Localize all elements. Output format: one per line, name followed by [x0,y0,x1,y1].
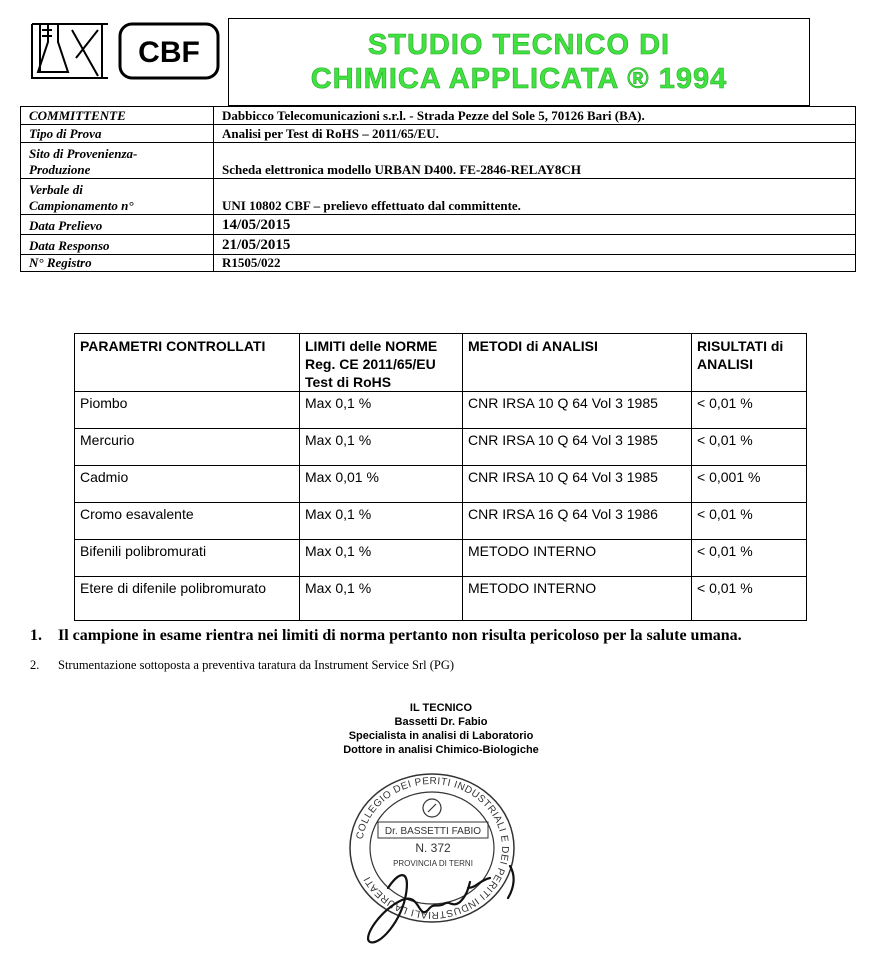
note-conclusion [30,627,742,645]
signer-name: Bassetti Dr. Fabio [394,716,488,728]
limit-cell: Max 0,01 % [300,466,463,503]
info-label-line: Verbale di [29,182,83,197]
info-label [21,179,214,215]
note-text: Strumentazione sottoposta a preventiva taratura da Instrument Service Srl (PG) [58,658,455,672]
method-cell: CNR IRSA 16 Q 64 Vol 3 1986 [463,503,692,540]
param-cell: Etere di difenile polibromurato [75,577,300,621]
results-header-row [75,334,807,392]
result-cell: < 0,01 % [692,392,807,429]
note-number: 2. [30,658,40,672]
info-row [21,125,856,143]
header-risultati-line: RISULTATI di [697,338,784,354]
logo-text: CBF [138,36,200,69]
svg-text:Dr. BASSETTI FABIO: Dr. BASSETTI FABIO [384,826,482,837]
table-row [75,392,807,429]
results-table [74,333,807,621]
company-logo [28,16,222,86]
header-limiti-line: Reg. CE 2011/65/EU [305,356,436,372]
info-value: 14/05/2015 [214,215,856,235]
header-metodi: METODI di ANALISI [463,334,692,392]
info-value: Analisi per Test di RoHS – 2011/65/EU. [214,125,856,143]
info-row [21,179,856,215]
info-label: Data Responso [21,235,214,255]
header-risultati-line: ANALISI [697,356,753,372]
limit-cell: Max 0,1 % [300,540,463,577]
lab-title-box [228,18,810,106]
svg-text:PROVINCIA DI TERNI: PROVINCIA DI TERNI [393,859,473,868]
limit-cell: Max 0,1 % [300,503,463,540]
result-cell: < 0,001 % [692,466,807,503]
note-number: 1. [30,627,42,644]
result-cell: < 0,01 % [692,577,807,621]
svg-text:N. 372: N. 372 [415,841,451,855]
result-cell: < 0,01 % [692,540,807,577]
method-cell: METODO INTERNO [463,577,692,621]
limit-cell: Max 0,1 % [300,392,463,429]
result-cell: < 0,01 % [692,429,807,466]
note-instrumentation [30,658,454,673]
info-row [21,215,856,235]
param-cell: Mercurio [75,429,300,466]
info-label-line: Campionamento n° [29,198,134,213]
info-label-line: Produzione [29,162,91,177]
table-row [75,503,807,540]
signer-title: Specialista in analisi di Laboratorio [348,730,534,742]
limit-cell: Max 0,1 % [300,429,463,466]
result-cell: < 0,01 % [692,503,807,540]
info-row [21,235,856,255]
info-row [21,143,856,179]
official-stamp [340,770,540,960]
info-value: R1505/022 [214,255,856,272]
info-value: Dabbicco Telecomunicazioni s.r.l. - Strada Pezze del Sole 5, 70126 Bari (BA). [214,107,856,125]
header-parametri: PARAMETRI CONTROLLATI [75,334,300,392]
limit-cell: Max 0,1 % [300,577,463,621]
note-text: Il campione in esame rientra nei limiti di norma pertanto non risulta pericoloso per la salute umana. [58,627,742,644]
method-cell: CNR IRSA 10 Q 64 Vol 3 1985 [463,429,692,466]
method-cell: METODO INTERNO [463,540,692,577]
signature-block [300,701,582,757]
sample-info-table [20,106,856,272]
info-value: Scheda elettronica modello URBAN D400. FE-2846-RELAY8CH [214,143,856,179]
info-value: 21/05/2015 [214,235,856,255]
table-row [75,540,807,577]
signer-role: IL TECNICO [409,702,473,714]
lab-emblem-icon [32,24,108,78]
info-label-line: Sito di Provenienza- [29,146,138,161]
info-label: COMMITTENTE [21,107,214,125]
param-cell: Piombo [75,392,300,429]
table-row [75,577,807,621]
info-row [21,107,856,125]
header-risultati [692,334,807,392]
lab-title-line1: STUDIO TECNICO DI [367,29,671,61]
param-cell: Cadmio [75,466,300,503]
header-limiti-line: LIMITI delle NORME [305,338,438,354]
header-limiti-line: Test di RoHS [305,374,392,390]
svg-text:COLLEGIO DEI PERITI INDUSTRIAL: COLLEGIO DEI PERITI INDUSTRIALI E DEI PERITI INDUSTRIALI LAUREATI [354,775,511,921]
signer-degree: Dottore in analisi Chimico-Biologiche [343,744,539,756]
info-value: UNI 10802 CBF – prelievo effettuato dal committente. [214,179,856,215]
method-cell: CNR IRSA 10 Q 64 Vol 3 1985 [463,466,692,503]
lab-title-line2: CHIMICA APPLICATA ® 1994 [310,63,728,95]
info-row [21,255,856,272]
info-label: Tipo di Prova [21,125,214,143]
info-label: Data Prelievo [21,215,214,235]
param-cell: Bifenili polibromurati [75,540,300,577]
info-label [21,143,214,179]
info-label: N° Registro [21,255,214,272]
table-row [75,429,807,466]
method-cell: CNR IRSA 10 Q 64 Vol 3 1985 [463,392,692,429]
table-row [75,466,807,503]
param-cell: Cromo esavalente [75,503,300,540]
header-limiti [300,334,463,392]
